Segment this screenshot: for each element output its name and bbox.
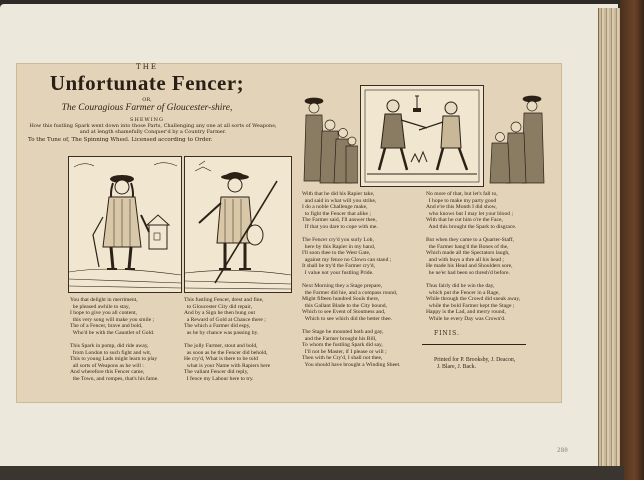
verse-col4-stanza1: No more of that, but let's fall to, I hope to make my party good And e're this Month I did show, who knows but I may let your blood ; With that he cut him o're the Face, And this brought the Spark to disgrace. — [426, 191, 517, 230]
book-binding — [0, 466, 624, 480]
verse-col3-stanza1: With that he did his Rapier take, and said in what will you strike, I do a noble Challenge make, to fight the Fencer that alike ; The Farmer said, I'll answer thee, If that you dare to cope with me. — [302, 191, 378, 230]
page-number-stamp: 280 — [557, 447, 568, 454]
title-prefix: THE — [136, 63, 158, 71]
verse-col3-stanza4: The Stage he mounted both and gay, and the Farmer brought his Bill, To whom the fustling Spark did say, I'll not be Master, if I please or will ; Then with he Cry'd, I shall not thee, You should have brought a Winding Sheet. — [302, 329, 401, 368]
finis-label: FINIS. — [434, 330, 460, 337]
verse-col3-stanza2: The Fencer cry'd you surly Lob, here by this Rapier in my hand, I'll soon thee to the West Gate, against my fence no Clown can stand ; It shall be try'd the Farmer cry'd, I value not your fustling Pride. — [302, 237, 392, 276]
verse-col3-stanza3: Next Morning they a Stage prepare, the Farmer did hie, and a compass round, Might fifteen hundred Souls there, this Gallant Blade to the City bound, Which to see Event of Stoutness and, Which to see which did the better thee. — [302, 283, 398, 322]
woodcut-gentleman — [68, 156, 182, 293]
verse-col2-stanza1: This fustling Fencer, drest and fine, to Gloucester City did repair, And by a Sign he then hung out a Reward of Gold at Chance there ; The which a Farmer did espy, as he by chance was passing by. — [184, 297, 266, 336]
woodcut-spectators-left-figures — [302, 91, 358, 187]
divider — [422, 344, 526, 345]
verse-col4-stanza2: But when they came to a Quarter-Staff, the Farmer bang'd the Bones of the, Which made all the Spectators laugh, and with buys a thre all his head ; He made his Head and Shoulders sore, he ne'er had been so thresh'd before. — [426, 237, 514, 276]
book-cover — [620, 0, 644, 480]
printer-imprint: Printed for P. Brooksby, J. Deacon, J. Blare, J. Back. — [434, 357, 516, 370]
shewing-label: SHEWING — [130, 117, 164, 123]
woodcut-spectators-left — [302, 91, 358, 187]
woodcut-duel-figures — [361, 86, 483, 186]
verse-col2-stanza2: The jolly Farmer, stout and bold, as soon as he the Fencer did behold, He cry'd, What is there to be told what is your Name with Rapiers here The valiant Fencer did reply, I fence my Labour here to try. — [184, 343, 271, 382]
broadside-sheet — [16, 63, 562, 403]
broadside-subtitle: The Couragious Farmer of Gloucester-shire, — [61, 103, 233, 113]
verse-col1-stanza2: This Spark in pomp, did ride away, from London to such fight and wit, This to young Lads might learn to play all sorts of Weapons as he will : And wherefore this Fencer came, the Town, and rompes, that's his fame. — [70, 343, 159, 382]
description: How this fustling Spark went down into those Parts, Challenging any one at all sorts of Weapons; and at length shamefully Conquer'd by a Country Farmer. — [29, 123, 277, 135]
tune-line: To the Tune of, The Spinning Wheel. Licensed according to Order. — [28, 137, 213, 143]
woodcut-duel — [360, 85, 484, 187]
broadside-title: Unfortunate Fencer; — [49, 71, 245, 95]
woodcut-farmer-figure — [185, 157, 291, 292]
or-label: OR, — [142, 97, 152, 103]
woodcut-gentleman-figure — [69, 157, 181, 292]
woodcut-spectators-right-figures — [486, 91, 548, 187]
woodcut-farmer — [184, 156, 292, 293]
verse-col1-stanza1: You that delight in merriment, be pleased awhile to stay, I hope to give you all content, this very song will make you smile ; The of a Fencer, brave and bold, Who'd be with the Gauntlet of Gold. — [70, 297, 155, 336]
woodcut-spectators-right — [486, 91, 548, 187]
verse-col4-stanza3: Thus fairly did he win the day, which put the Fencer in a Rage, While through the Crowd did sneak away, while the bold Farmer kept the Stage ; Happy is the Lad, and merry round, While he every Day was Crown'd. — [426, 283, 521, 322]
